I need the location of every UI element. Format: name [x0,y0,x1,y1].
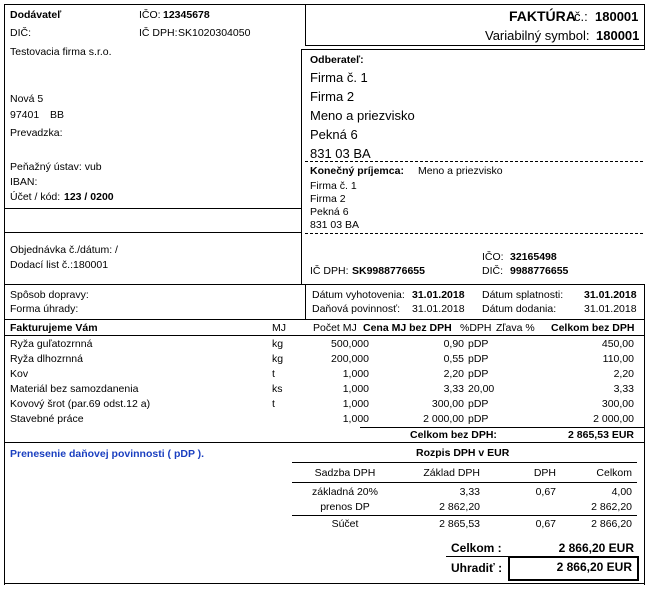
vat-sum-base: 2 865,53 [439,518,480,530]
item-total: 300,00 [601,398,634,410]
customer-line-2: Firma 2 [310,89,355,104]
table-row [10,382,634,397]
recipient-heading: Konečný príjemca: [310,165,404,177]
delivery-note-label: Dodací list č.:180001 [10,259,109,271]
item-discount [498,397,548,412]
variable-symbol-value: 180001 [596,28,640,43]
vat-header-line [292,482,637,483]
supplier-street: Nová 5 [10,93,44,105]
total-value: 2 866,20 EUR [558,541,634,555]
supplier-dic-label: DIČ: [10,27,31,39]
top-border [4,4,645,5]
customer-line-4: Pekná 6 [310,127,358,142]
item-name: Ryža guľatozrnná [10,338,93,350]
item-qty: 1,000 [342,383,369,395]
items-header-qty: Počet MJ [313,322,357,334]
supplier-iban-label: IBAN: [10,176,38,188]
vat-header-vat: DPH [533,467,556,479]
variable-symbol-label: Variabilný symbol: [485,28,590,43]
recipient-bottom-divider [305,233,643,234]
items-header-unit: MJ [272,322,286,334]
vat-header-base: Základ DPH [423,467,480,479]
items-header-price: Cena MJ bez DPH [363,322,452,334]
item-qty: 200,000 [331,353,369,365]
item-vat: pDP [468,338,489,350]
dates-divider [305,284,306,319]
table-row [10,337,634,352]
item-total: 2 000,00 [593,413,634,425]
item-qty: 500,000 [331,338,369,350]
recipient-line-4: 831 03 BA [310,219,360,231]
customer-dic-label: DIČ: [482,265,503,277]
vat-title-line [292,462,637,463]
items-header-vat: %DPH [460,322,492,334]
item-vat: pDP [468,353,489,365]
vat-row-base: 2 862,20 [439,501,480,513]
vat-row-rate: základná 20% [312,486,378,498]
item-total: 110,00 [602,353,634,365]
tax-date-value: 31.01.2018 [412,303,465,315]
vat-header-rate: Sadzba DPH [314,467,376,479]
vat-row-total: 4,00 [611,486,632,498]
item-unit: t [272,368,275,380]
recipient-line-3: Pekná 6 [310,206,349,218]
tax-date-label: Daňová povinnosť: [312,303,400,315]
delivery-date-value: 31.01.2018 [584,303,637,315]
customer-ico-value: 32165498 [510,251,557,263]
item-name: Kovový šrot (par.69 odst.12 a) [10,398,151,410]
payment-form-label: Forma úhrady: [10,303,79,315]
item-discount [498,382,548,397]
invoice-title: FAKTÚRA [509,8,576,24]
supplier-account-value: 123 / 0200 [64,191,114,203]
item-vat: 20,00 [468,383,495,395]
customer-icdph-value: SK9988776655 [352,265,425,277]
recipient-line-2: Firma 2 [310,193,346,205]
item-price: 0,90 [443,338,464,350]
item-qty: 1,000 [342,398,369,410]
page-bottom-line [4,583,645,584]
issue-date-value: 31.01.2018 [412,289,465,301]
supplier-city: BB [50,109,65,121]
pay-label: Uhradiť : [451,561,503,575]
items-header-name: Fakturujeme Vám [10,322,98,334]
supplier-ico-value: 12345678 [163,9,210,21]
customer-line-5: 831 03 BA [310,146,371,161]
vat-row-rate: prenos DP [320,501,370,513]
table-row [10,412,634,427]
item-name: Kov [10,368,29,380]
item-vat: pDP [468,413,489,425]
supplier-name: Testovacia firma s.r.o. [10,46,112,58]
item-qty: 1,000 [342,368,369,380]
item-price: 2,20 [443,368,464,380]
item-discount [498,412,548,427]
item-unit: t [272,398,275,410]
subtotal-label: Celkom bez DPH: [410,429,497,441]
supplier-bank-label: Peňažný ústav: vub [10,161,102,173]
item-vat: pDP [468,398,489,410]
item-unit: kg [272,353,284,365]
vat-row-vat: 0,67 [535,486,556,498]
customer-dic-value: 9988776655 [510,265,569,277]
vat-row-base: 3,33 [459,486,480,498]
item-price: 0,55 [443,353,464,365]
table-row [10,352,634,367]
transport-label: Spôsob dopravy: [10,289,89,301]
customer-line-3: Meno a priezvisko [310,108,415,123]
customer-ico-label: IČO: [482,251,504,263]
item-unit: ks [272,383,283,395]
vat-sum-vat: 0,67 [535,518,556,530]
supplier-ico-label: IČO: [139,9,161,21]
customer-line-1: Firma č. 1 [310,70,368,85]
items-header-total: Celkom bez DPH [551,322,635,334]
item-unit [272,412,312,427]
customer-heading: Odberateľ: [310,54,364,66]
table-row [10,397,634,412]
supplier-bottom-line [4,208,301,209]
item-total: 3,33 [613,383,634,395]
items-header-discount: Zľava % [496,322,535,334]
due-date-label: Dátum splatnosti: [482,289,564,301]
delivery-date-label: Dátum dodania: [482,303,557,315]
item-unit: kg [272,338,284,350]
customer-icdph-label: IČ DPH: [310,265,349,277]
item-discount [498,352,548,367]
table-row [10,367,634,382]
vat-sum-label: Súčet [331,518,359,530]
invoice-header-bottom [305,45,645,46]
item-total: 450,00 [601,338,634,350]
item-discount [498,367,548,382]
left-border [4,4,5,585]
supplier-icdph-value: SK1020304050 [178,27,251,39]
item-qty: 1,000 [342,413,369,425]
items-table [10,337,634,427]
due-date-value: 31.01.2018 [584,289,637,301]
order-label: Objednávka č./dátum: / [10,244,118,256]
supplier-icdph-label: IČ DPH: [139,27,178,39]
recipient-line-1: Firma č. 1 [310,180,357,192]
items-header-bottom [4,335,645,336]
pay-value: 2 866,20 EUR [556,560,632,574]
item-discount [498,337,548,352]
vat-row-total: 2 862,20 [591,501,632,513]
item-price: 3,33 [443,383,464,395]
item-vat: pDP [468,368,489,380]
items-end-line [360,427,645,428]
supplier-account-label: Účet / kód: [10,191,61,203]
recipient-name: Meno a priezvisko [418,165,503,177]
subtotal-bottom-line [4,442,645,443]
supplier-heading: Dodávateľ [10,9,62,21]
vat-rows-line [292,515,637,516]
invoice-number: 180001 [595,9,639,24]
vat-sum-total: 2 866,20 [591,518,632,530]
supplier-zip: 97401 [10,109,40,121]
items-header-line [4,319,645,320]
item-total: 2,20 [613,368,634,380]
center-divider [305,4,306,45]
item-price: 2 000,00 [423,413,464,425]
item-name: Stavebné práce [10,413,84,425]
recipient-divider [305,161,643,162]
invoice-number-label: č.: [574,9,588,24]
vat-breakdown-title: Rozpis DPH v EUR [416,447,510,459]
item-name: Materiál bez samozdanenia [10,383,139,395]
item-price: 300,00 [431,398,464,410]
issue-date-label: Dátum vyhotovenia: [312,289,405,301]
reverse-charge-note: Prenesenie daňovej povinnosti ( pDP ). [10,448,205,460]
vat-header-total: Celkom [596,467,632,479]
supplier-branch-label: Prevadzka: [10,127,63,139]
order-top-line [4,232,301,233]
total-label: Celkom : [451,541,502,555]
subtotal-value: 2 865,53 EUR [568,429,634,441]
item-name: Ryža dlhozrnná [10,353,83,365]
